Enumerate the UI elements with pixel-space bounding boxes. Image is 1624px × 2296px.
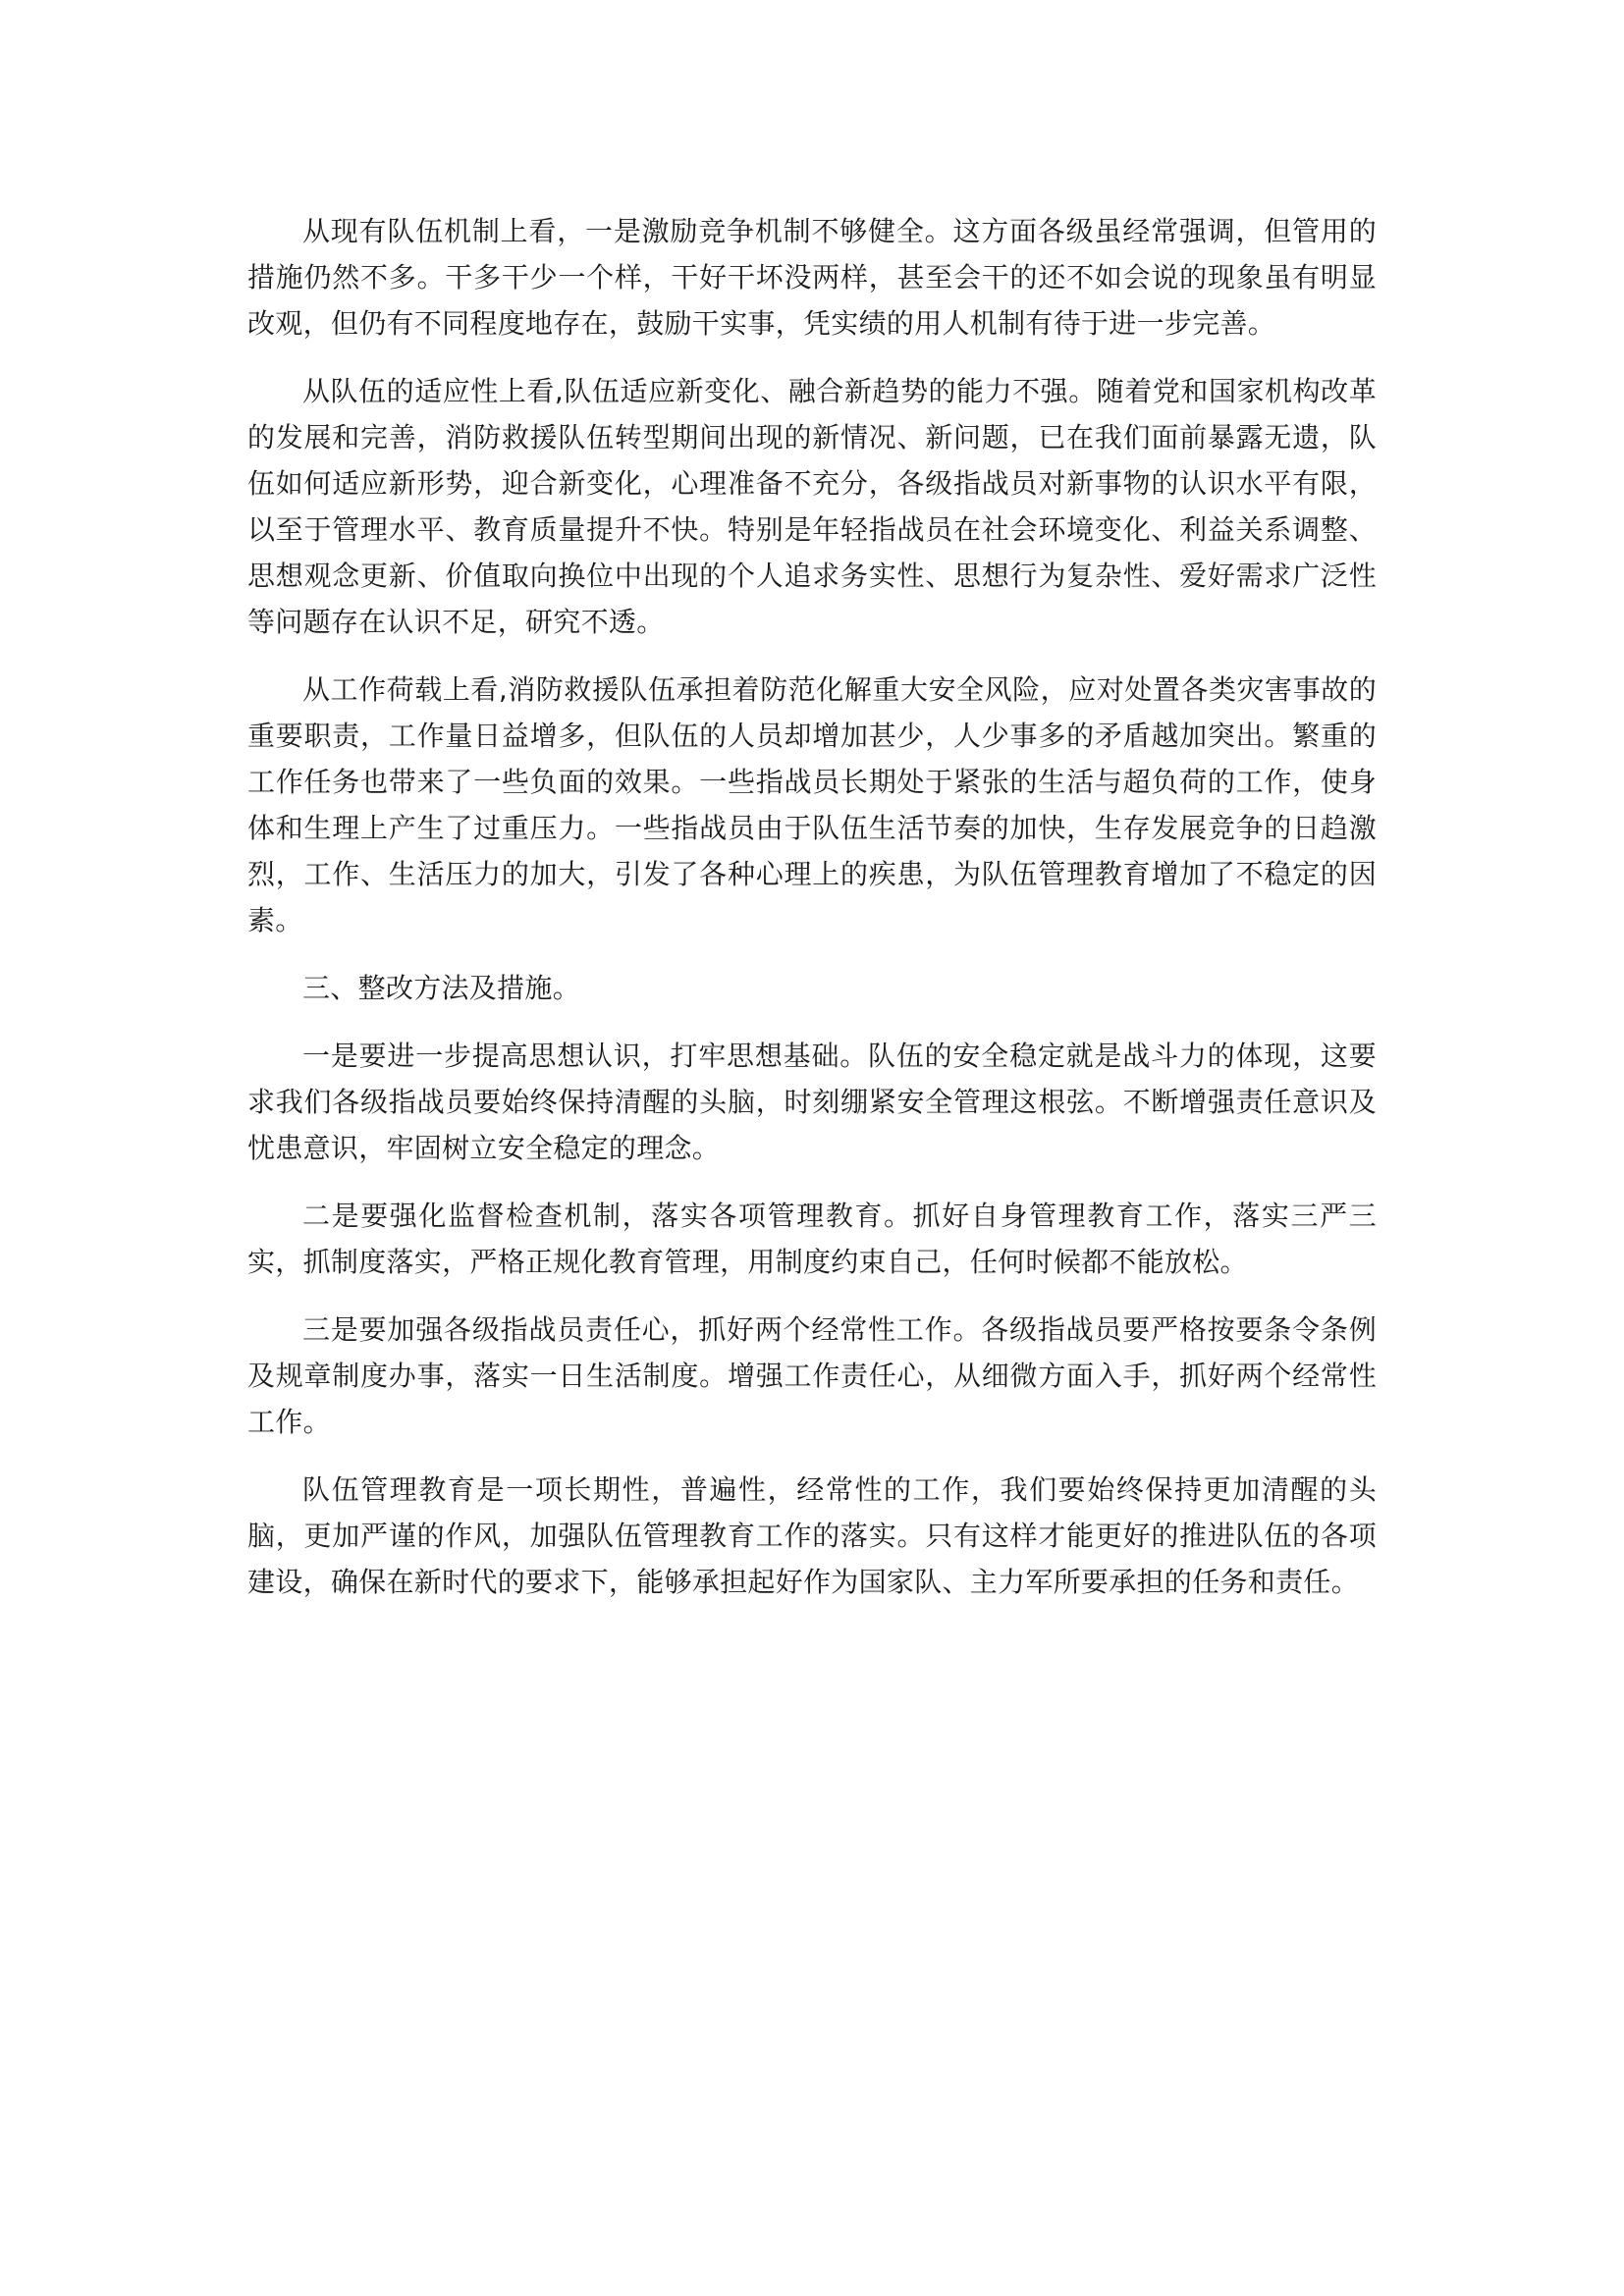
document-body [247, 208, 1377, 1627]
paragraph-measure-one: 一是要进一步提高思想认识，打牢思想基础。队伍的安全稳定就是战斗力的体现，这要求我们各级指战员要始终保持清醒的头脑，时刻绷紧安全管理这根弦。不断增强责任意识及忧患意识，牢固树立安全稳定的理念。 [247, 1040, 1377, 1164]
paragraph-workload: 从工作荷载上看,消防救援队伍承担着防范化解重大安全风险，应对处置各类灾害事故的重要职责，工作量日益增多，但队伍的人员却增加甚少，人少事多的矛盾越加突出。繁重的工作任务也带来了一些负面的效果。一些指战员长期处于紧张的生活与超负荷的工作，使身体和生理上产生了过重压力。一些指战员由于队伍生活节奏的加快，生存发展竞争的日趋激烈，工作、生活压力的加大，引发了各种心理上的疾患，为队伍管理教育增加了不稳定的因素。 [247, 673, 1377, 936]
paragraph-measure-two: 二是要强化监督检查机制，落实各项管理教育。抓好自身管理教育工作，落实三严三实，抓制度落实，严格正规化教育管理，用制度约束自己，任何时候都不能放松。 [247, 1200, 1377, 1278]
paragraph-mechanism: 从现有队伍机制上看，一是激励竞争机制不够健全。这方面各级虽经常强调，但管用的措施仍然不多。干多干少一个样，干好干坏没两样，甚至会干的还不如会说的现象虽有明显改观，但仍有不同程度地存在，鼓励干实事，凭实绩的用人机制有待于进一步完善。 [247, 215, 1377, 340]
paragraph-conclusion: 队伍管理教育是一项长期性，普遍性，经常性的工作，我们要始终保持更加清醒的头脑，更加严谨的作风，加强队伍管理教育工作的落实。只有这样才能更好的推进队伍的各项建设，确保在新时代的要求下，能够承担起好作为国家队、主力军所要承担的任务和责任。 [247, 1473, 1377, 1598]
paragraph-adaptability: 从队伍的适应性上看,队伍适应新变化、融合新趋势的能力不强。随着党和国家机构改革的发展和完善，消防救援队伍转型期间出现的新情况、新问题，已在我们面前暴露无遗，队伍如何适应新形势，迎合新变化，心理准备不充分，各级指战员对新事物的认识水平有限，以至于管理水平、教育质量提升不快。特别是年轻指战员在社会环境变化、利益关系调整、思想观念更新、价值取向换位中出现的个人追求务实性、思想行为复杂性、爱好需求广泛性等问题存在认识不足，研究不透。 [247, 375, 1377, 638]
section-heading-rectification: 三、整改方法及措施。 [302, 972, 581, 1004]
paragraph-measure-three: 三是要加强各级指战员责任心，抓好两个经常性工作。各级指战员要严格按要条令条例及规章制度办事，落实一日生活制度。增强工作责任心，从细微方面入手，抓好两个经常性工作。 [247, 1313, 1377, 1438]
